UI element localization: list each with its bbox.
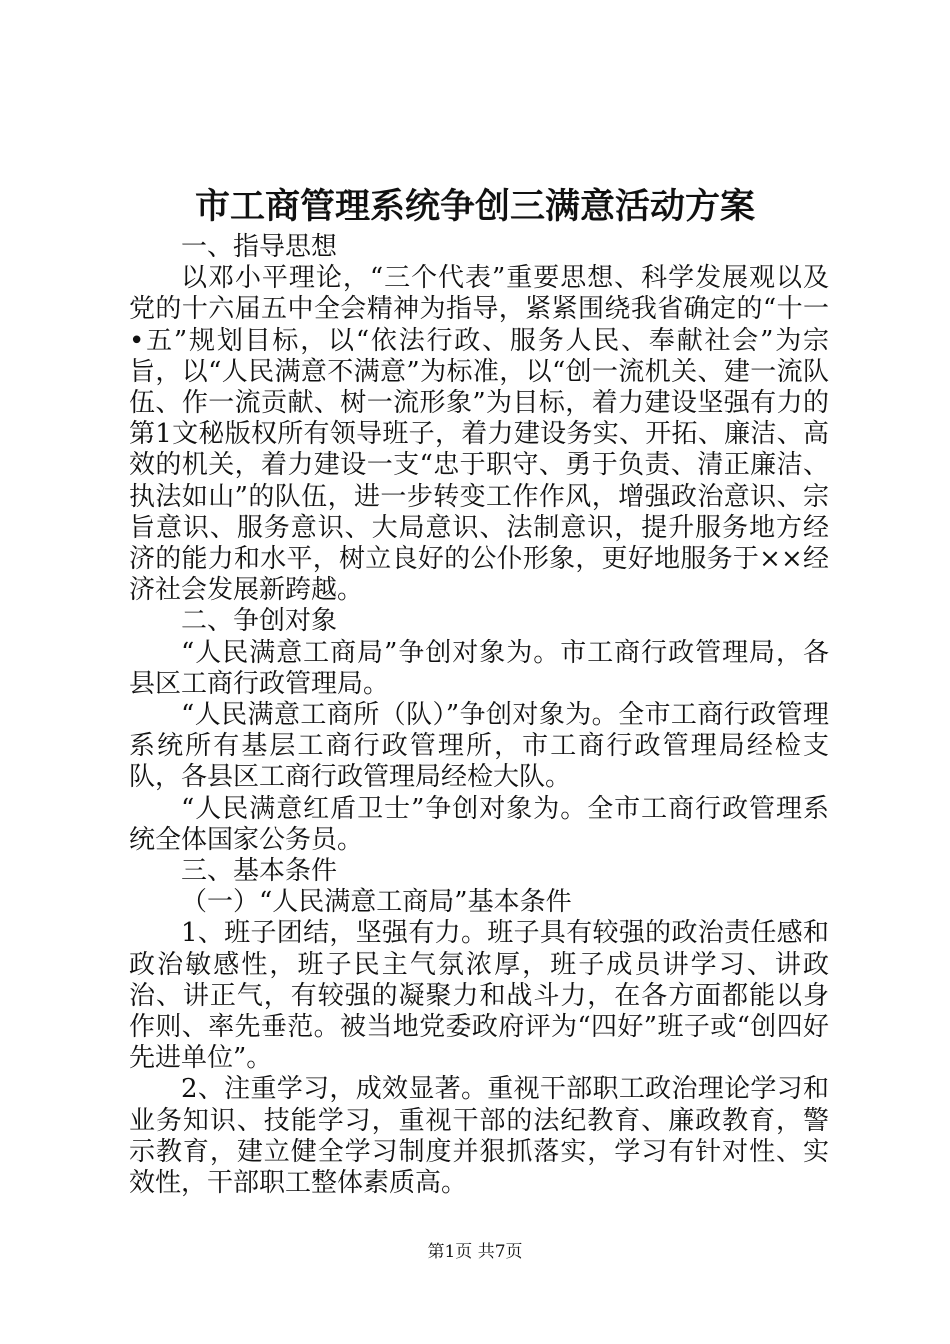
paragraph-condition-2: 2、注重学习，成效显著。重视干部职工政治理论学习和业务知识、技能学习，重视干部的法纪教育、廉政教育，警示教育，建立健全学习制度并狠抓落实，学习有针对性、实效性，干部职工整体素质高。: [129, 1074, 829, 1199]
document-body: [129, 232, 829, 1199]
document-title: 市工商管理系统争创三满意活动方案: [194, 186, 755, 227]
page-number: 第1页 共7页: [427, 1242, 523, 1262]
paragraph-guiding-ideology: 以邓小平理论，“三个代表”重要思想、科学发展观以及党的十六届五中全会精神为指导，紧紧围绕我省确定的“十一•五”规划目标，以“依法行政、服务人民、奉献社会”为宗旨，以“人民满意不满意”为标准，以“创一流机关、建一流队伍、作一流贡献、树一流形象”为目标，着力建设坚强有力的第1文秘版权所有领导班子，着力建设务实、开拓、廉洁、高效的机关，着力建设一支“忠于职守、勇于负责、清正廉洁、执法如山”的队伍，进一步转变工作作风，增强政治意识、宗旨意识、服务意识、大局意识、法制意识，提升服务地方经济的能力和水平，树立良好的公仆形象，更好地服务于××经济社会发展新跨越。: [129, 263, 829, 606]
paragraph-target-station: “人民满意工商所（队）”争创对象为。全市工商行政管理系统所有基层工商行政管理所，市工商行政管理局经检支队，各县区工商行政管理局经检大队。: [129, 700, 829, 793]
heading-targets: 二、争创对象: [181, 606, 338, 637]
paragraph-target-staff: “人民满意红盾卫士”争创对象为。全市工商行政管理系统全体国家公务员。: [129, 793, 829, 855]
heading-guiding-ideology: 一、指导思想: [181, 232, 338, 262]
paragraph-condition-1: 1、班子团结，坚强有力。班子具有较强的政治责任感和政治敏感性，班子民主气氛浓厚，班子成员讲学习、讲政治、讲正气，有较强的凝聚力和战斗力，在各方面都能以身作则、率先垂范。被当地党委政府评为“四好”班子或“创四好先进单位”。: [129, 918, 829, 1074]
subheading-bureau-conditions: （一）“人民满意工商局”基本条件: [181, 887, 572, 918]
paragraph-target-bureau: “人民满意工商局”争创对象为。市工商行政管理局，各县区工商行政管理局。: [129, 637, 829, 699]
heading-basic-conditions: 三、基本条件: [181, 856, 338, 887]
